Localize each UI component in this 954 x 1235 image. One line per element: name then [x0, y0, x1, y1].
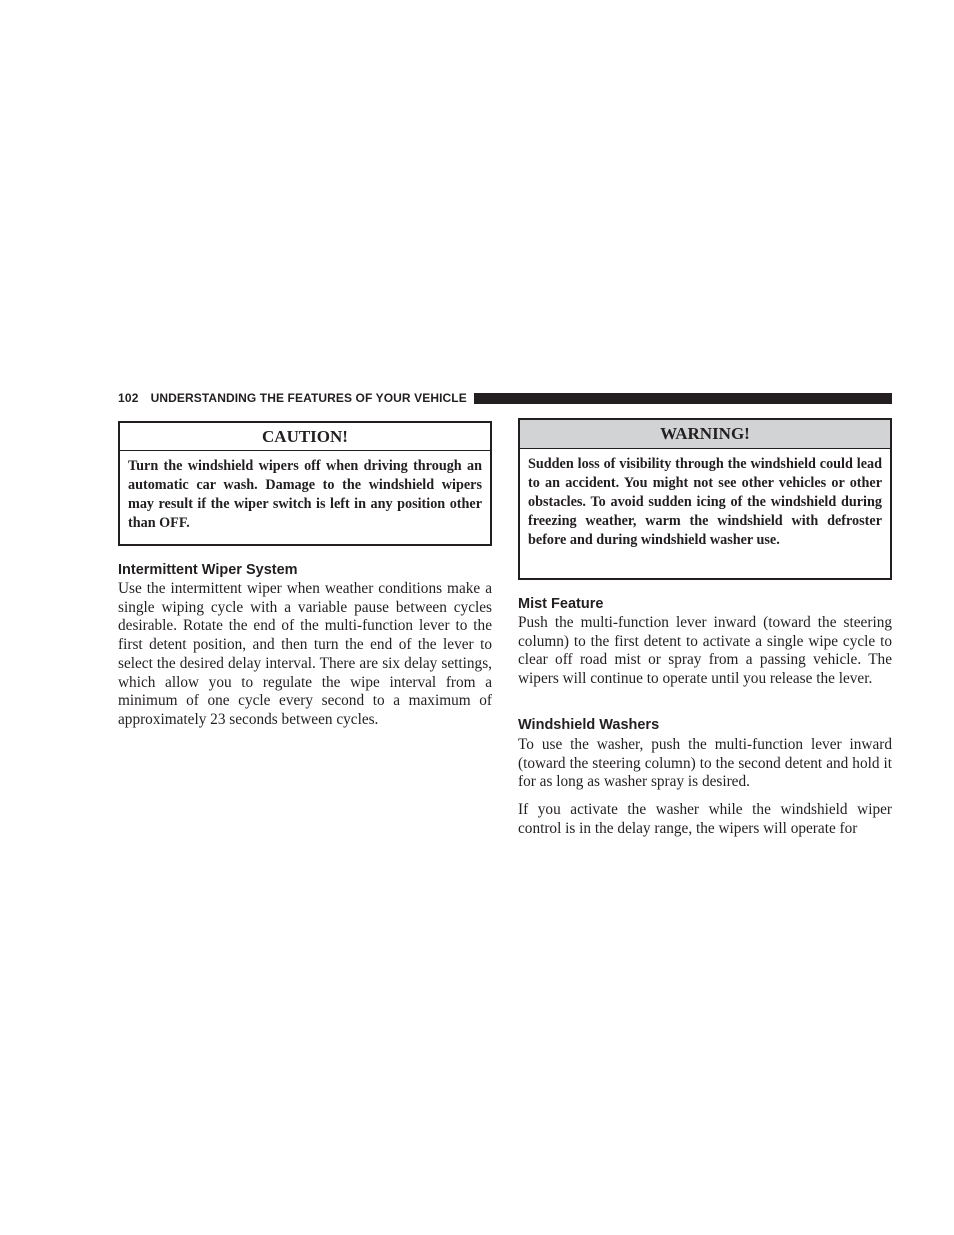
washers-heading: Windshield Washers — [518, 717, 660, 733]
warning-title: WARNING! — [520, 420, 890, 449]
intermittent-heading: Intermittent Wiper System — [118, 562, 298, 578]
caution-box — [118, 421, 492, 546]
page-number: 102 — [118, 391, 139, 405]
washers-body-1: To use the washer, push the multi-function lever inward (toward the steering column) to the second detent and hold it for as long as washer spray is desired. — [518, 736, 892, 791]
mist-heading: Mist Feature — [518, 596, 604, 612]
warning-body: Sudden loss of visibility through the windshield could lead to an accident. You might not see other vehicles or other obstacles. To avoid sudden icing of the windshield during freezing weather, warm the windshield with defroster before and during windshield washer use. — [528, 456, 882, 548]
caution-title: CAUTION! — [120, 423, 490, 451]
intermittent-body: Use the intermittent wiper when weather conditions make a single wiping cycle with a variable pause between cycles desirable. Rotate the end of the multi-function lever to the first detent position, and then turn the end of the lever to select the desired delay interval. There are six delay settings, which allow you to regulate the wipe interval from a minimum of one cycle every second to a maximum of approximately 23 seconds between cycles. — [118, 580, 492, 728]
mist-body: Push the multi-function lever inward (toward the steering column) to the first detent to activate a single wipe cycle to clear off road mist or spray from a passing vehicle. The wipers will continue to operate until you release the lever. — [518, 614, 892, 688]
header-rule — [474, 393, 892, 404]
washers-body-2: If you activate the washer while the windshield wiper control is in the delay range, the wipers will operate for — [518, 801, 892, 837]
section-title: UNDERSTANDING THE FEATURES OF YOUR VEHICLE — [150, 391, 467, 405]
caution-body: Turn the windshield wipers off when driving through an automatic car wash. Damage to the windshield wipers may result if the wiper switch is left in any position other than OFF. — [128, 458, 482, 531]
warning-box — [518, 418, 892, 580]
page-header — [118, 390, 892, 406]
